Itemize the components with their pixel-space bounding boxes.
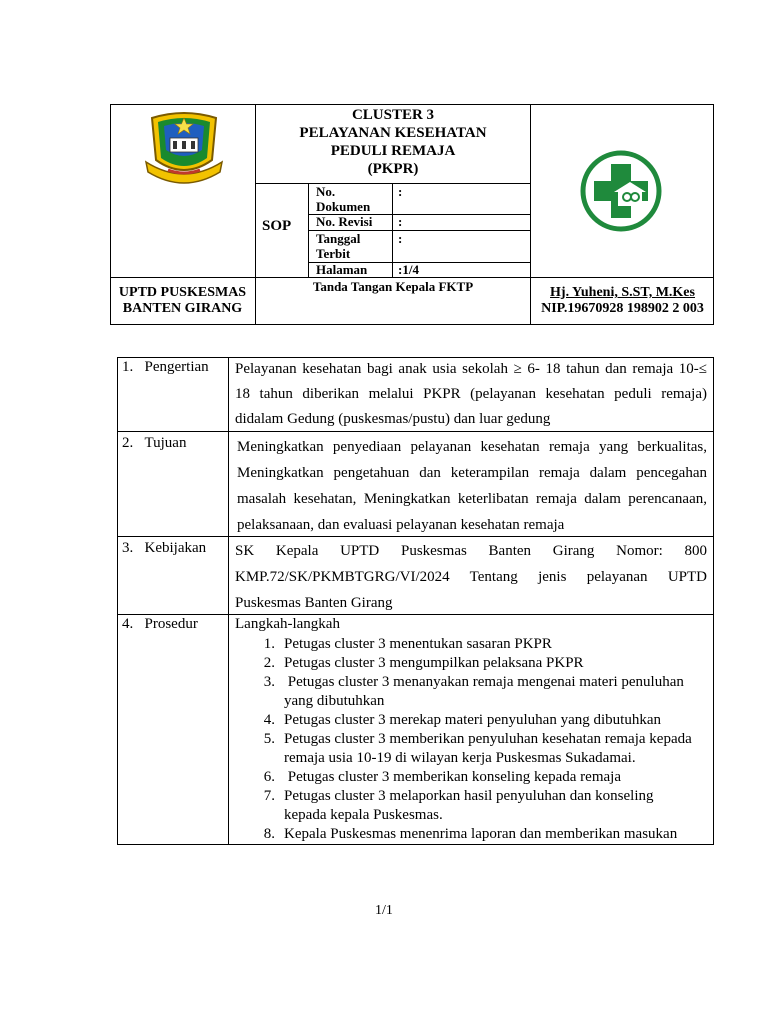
field-value-halaman: :1/4 (398, 262, 419, 277)
step-text: Petugas cluster 3 mengumpilkan pelaksana PKPR (284, 655, 584, 671)
field-label-no-dokumen-2: Dokumen (316, 199, 371, 214)
tujuan-line-2: Meningkatkan pengetahuan dan keterampilan remaja dalam pencegahan (237, 465, 707, 481)
title-line-3: (PKPR) (367, 161, 419, 177)
field-label-no-revisi: No. Revisi (316, 214, 373, 229)
step-text: Petugas cluster 3 memberikan konseling kepada remaja (284, 769, 621, 785)
pengertian-line-2: 18 tahun diberikan melalui PKPR (pelayanan kesehatan peduli remaja) (235, 386, 707, 402)
sop-header-table (110, 104, 714, 325)
kebijakan-line-1: SK Kepala UPTD Puskesmas Banten Girang Nomor: 800 (235, 543, 707, 559)
cluster-title: CLUSTER 3 (351, 107, 435, 123)
pengertian-line-3: didalam Gedung (puskesmas/pustu) dan luar gedung (235, 411, 551, 427)
step-text: Petugas cluster 3 memberikan penyuluhan kesehatan remaja kepada (284, 731, 692, 747)
sop-content-table (117, 357, 714, 845)
page-number: 1/1 (375, 903, 393, 918)
label-pengertian: 1. Pengertian (122, 359, 209, 375)
step-number: 6. (263, 769, 275, 785)
tujuan-line-4: pelaksanaan, dan evaluasi pelayanan kesehatan remaja (237, 517, 565, 533)
regional-emblem-logo (142, 110, 226, 190)
field-value-no-revisi: : (398, 214, 403, 229)
step-number: 8. (263, 826, 275, 842)
field-label-tanggal-1: Tanggal (316, 231, 361, 246)
label-tujuan: 2. Tujuan (122, 435, 187, 451)
kebijakan-line-3: Puskesmas Banten Girang (235, 595, 393, 611)
prosedur-intro: Langkah-langkah (235, 616, 340, 632)
step-text: Petugas cluster 3 merekap materi penyuluhan yang dibutuhkan (284, 712, 661, 728)
kebijakan-line-2: KMP.72/SK/PKMBTGRG/VI/2024 Tentang jenis pelayanan UPTD (235, 569, 707, 585)
step-text: remaja usia 10-19 di wilayan kerja Puskesmas Sukadamai. (284, 750, 636, 766)
sop-label: SOP (262, 218, 292, 234)
head-name: Hj. Yuheni, S.ST, M.Kes (550, 285, 695, 300)
label-kebijakan: 3. Kebijakan (122, 540, 207, 556)
step-number: 5. (263, 731, 275, 747)
step-number: 1. (263, 636, 275, 652)
step-text: yang dibutuhkan (284, 693, 385, 709)
field-label-halaman: Halaman (316, 262, 368, 277)
pengertian-line-1: Pelayanan kesehatan bagi anak usia sekolah ≥ 6- 18 tahun dan remaja 10-≤ (235, 361, 707, 377)
field-label-tanggal-2: Terbit (316, 246, 351, 261)
title-line-2: PEDULI REMAJA (330, 143, 456, 159)
puskesmas-green-cross-logo (580, 150, 662, 232)
tujuan-line-1: Meningkatkan penyediaan pelayanan kesehatan remaja yang berkualitas, (237, 439, 707, 455)
label-prosedur: 4. Prosedur (122, 616, 198, 632)
step-text: Petugas cluster 3 menanyakan remaja mengenai materi penuluhan (284, 674, 684, 690)
field-value-tanggal: : (398, 231, 403, 246)
step-text: Petugas cluster 3 melaporkan hasil penyuluhan dan konseling (284, 788, 654, 804)
step-number: 3. (263, 674, 275, 690)
tujuan-line-3: masalah kesehatan, Meningkatkan keterlibatan remaja dalam perencanaan, (237, 491, 707, 507)
org-name-line-1: UPTD PUSKESMAS (118, 285, 247, 300)
title-line-1: PELAYANAN KESEHATAN (299, 125, 487, 141)
step-number: 2. (263, 655, 275, 671)
field-value-no-dokumen: : (398, 184, 403, 199)
org-name-line-2: BANTEN GIRANG (122, 301, 243, 316)
head-nip: NIP.19670928 198902 2 003 (541, 301, 704, 316)
step-text: Kepala Puskesmas menenrima laporan dan memberikan masukan (284, 826, 678, 842)
step-text: Petugas cluster 3 menentukan sasaran PKPR (284, 636, 552, 652)
field-label-no-dokumen-1: No. (316, 184, 336, 199)
signature-label: Tanda Tangan Kepala FKTP (312, 279, 474, 294)
step-number: 7. (263, 788, 275, 804)
step-text: kepada kepala Puskesmas. (284, 807, 443, 823)
step-number: 4. (263, 712, 275, 728)
